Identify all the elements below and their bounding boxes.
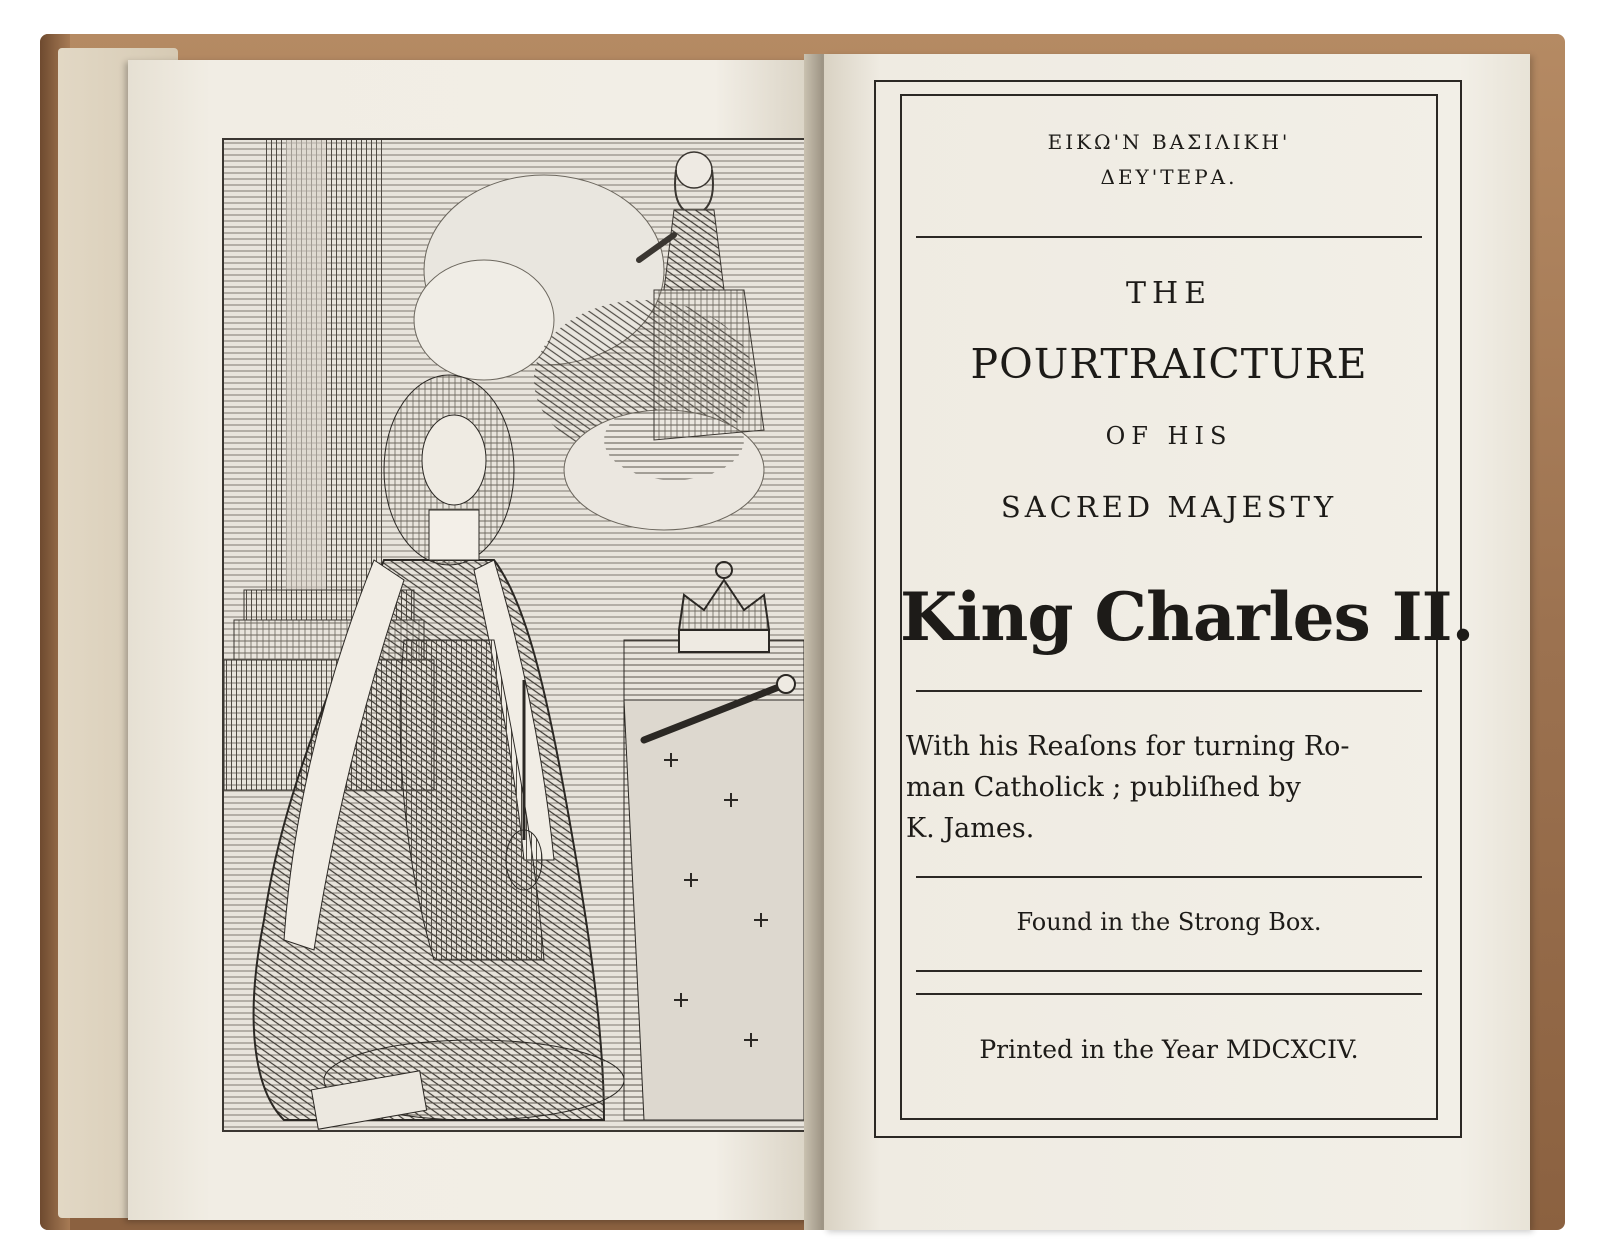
rule-2 <box>916 690 1422 692</box>
title-the: THE <box>1125 276 1213 311</box>
kneeling-king-engraving <box>224 140 804 1130</box>
title-king-charles: King Charles II. <box>900 578 1474 656</box>
subtitle-line-1: With his Reaſons for turning Ro- <box>906 731 1350 762</box>
title-sacred-majesty: SACRED MAJESTY <box>1000 490 1338 524</box>
subtitle-line-3: K. James. <box>906 813 1035 844</box>
title-of-his: OF HIS <box>1105 422 1233 450</box>
found-in-strong-box: Found in the Strong Box. <box>1016 908 1322 936</box>
greek-title-line-1: ΕΙΚΩ'Ν ΒΑΣΙΛΙΚΗ' <box>1047 130 1291 154</box>
greek-title-line-2: ΔΕΥ'ΤΕΡΑ. <box>1100 165 1238 189</box>
imprint-line: Printed in the Year MDCXCIV. <box>979 1035 1359 1064</box>
subtitle-line-2: man Catholick ; publiſhed by <box>906 772 1301 803</box>
rule-5 <box>916 993 1422 995</box>
subtitle-reasons <box>906 726 1424 849</box>
rule-4 <box>916 970 1422 972</box>
title-pourtraicture: POURTRAICTURE <box>970 340 1368 388</box>
rule-1 <box>916 236 1422 238</box>
rule-3 <box>916 876 1422 878</box>
frontispiece-plate <box>222 138 806 1132</box>
